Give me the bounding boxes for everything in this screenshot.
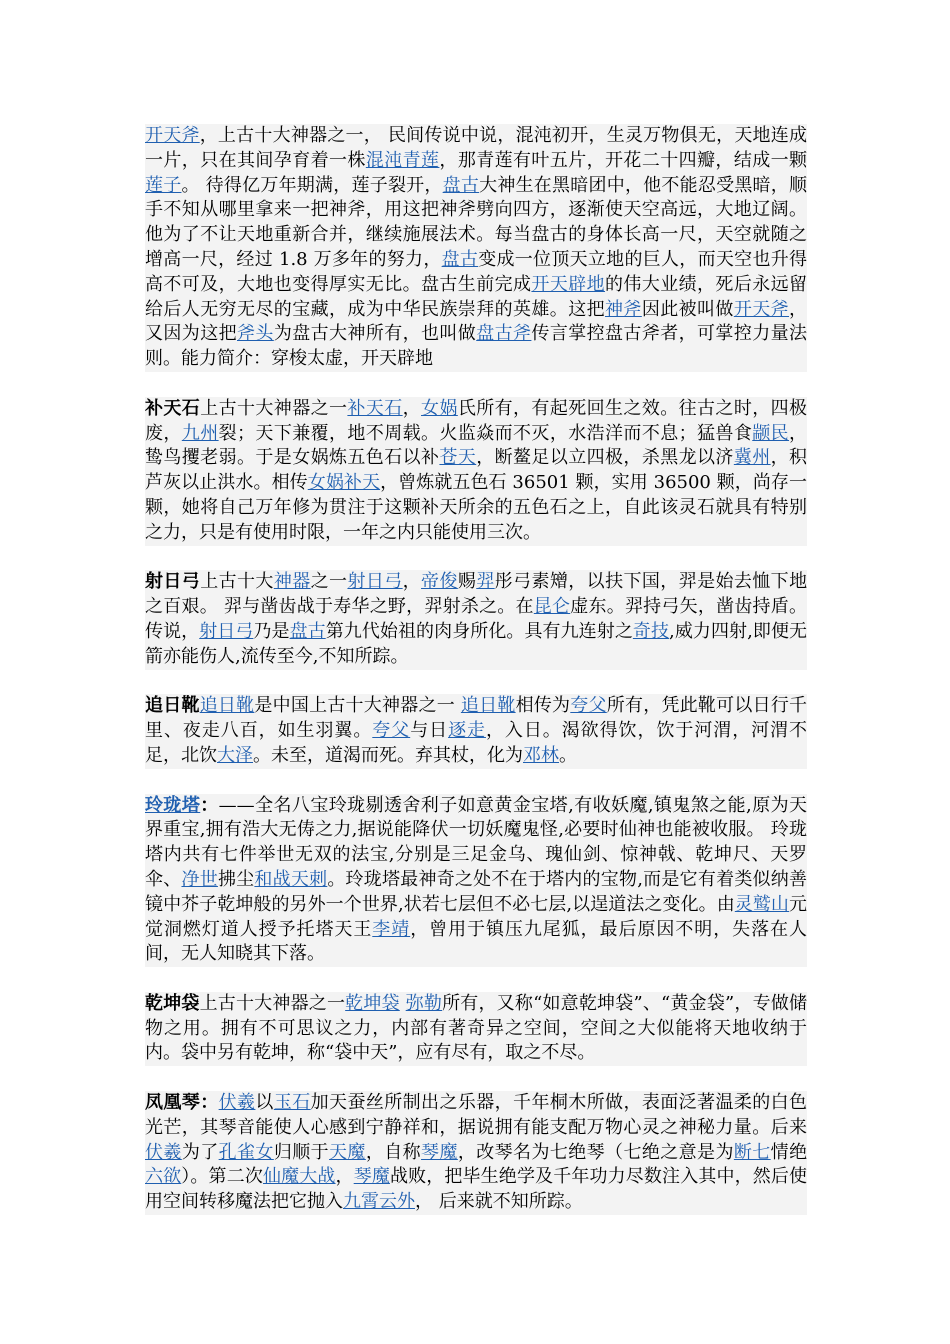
body-text: 归顺于 — [273, 1141, 330, 1163]
hyperlink[interactable]: 夸父 — [372, 720, 411, 742]
hyperlink[interactable]: 补天石 — [347, 397, 403, 419]
body-text: ，积芦灰以止洪水。相传 — [145, 447, 808, 494]
body-text: 第九代始祖的肉身所化。具有九连射之 — [325, 620, 633, 642]
hyperlink[interactable]: 盘古 — [441, 248, 479, 270]
paragraph-fenghuangqin — [145, 1091, 807, 1215]
body-text: ，又因为这把 — [145, 298, 808, 345]
body-text: 情绝 — [770, 1141, 808, 1163]
paragraph-linglongta — [145, 794, 807, 968]
hyperlink[interactable]: 琴魔 — [421, 1141, 458, 1163]
paragraph-butianshi — [145, 397, 807, 546]
body-text: ，改琴名为七绝琴（七绝之意是为 — [457, 1141, 734, 1163]
hyperlink[interactable]: 盘古斧 — [476, 323, 532, 345]
hyperlink[interactable]: 女娲 — [421, 397, 458, 419]
hyperlink[interactable]: 孔雀女 — [218, 1141, 274, 1163]
body-text: 彤弓素矰，以扶下国，羿是始去恤下地之百艰。 羿与凿齿战于寿华之野，羿射杀之。在 — [145, 571, 808, 618]
hyperlink[interactable]: 昆仑 — [533, 596, 571, 618]
body-text: 裂；天下兼覆，地不周载。火监焱而不灭，水浩洋而不息；猛兽食 — [218, 422, 753, 444]
body-text: 为盘古大神所有，也叫做 — [273, 323, 477, 345]
hyperlink[interactable]: 神器 — [273, 571, 311, 593]
hyperlink[interactable]: 奇技 — [632, 620, 670, 642]
hyperlink[interactable]: 射日弓 — [199, 620, 254, 642]
body-text: 上古十大神器之一 — [200, 397, 348, 419]
body-text: 因此被叫做 — [641, 298, 734, 320]
hyperlink[interactable]: 帝俊 — [421, 571, 458, 593]
hyperlink[interactable]: 开天斧 — [733, 298, 790, 320]
body-text: 加天蚕丝所制出之乐器，千年桐木所做，表面泛著温柔的白色光芒，其琴音能使人心感到宁静祥和，据说拥有能支配万物心灵之神秘力量。后来 — [145, 1092, 808, 1138]
body-text: 之一 — [310, 571, 348, 593]
hyperlink[interactable]: 六欲 — [145, 1166, 182, 1188]
body-text: ,威力四射,即便无箭亦能伤人,流传至今,不知所踪。 — [145, 620, 808, 667]
hyperlink[interactable]: 射日弓 — [347, 571, 403, 593]
hyperlink[interactable]: 伏羲 — [145, 1141, 182, 1163]
hyperlink[interactable]: 盘古 — [289, 620, 326, 642]
hyperlink[interactable]: 盘古 — [442, 174, 480, 196]
artifact-heading: ： — [200, 794, 219, 816]
body-text: 是中国上古十大神器之一 — [254, 695, 461, 717]
hyperlink[interactable]: 李靖 — [372, 918, 411, 940]
body-text: ，那青莲有叶五片，开花二十四瓣，结成一颗 — [439, 149, 808, 171]
hyperlink[interactable]: 混沌青莲 — [365, 149, 440, 171]
paragraph-sheerigong — [145, 570, 807, 669]
hyperlink[interactable]: 夸父 — [570, 695, 607, 717]
body-text: ，曾炼就五色石 36501 颗，实用 36500 颗，尚存一颗，她将自己万年修为贯注于这颗补天所余的五色石之上，自此该灵石就具有特别之力，只是有使用时限，一年之内只能使用三次。 — [145, 472, 807, 543]
body-text: ， 后来就不知所踪。 — [415, 1191, 583, 1213]
hyperlink[interactable]: 颛民 — [752, 422, 790, 444]
body-text: 与日 — [410, 720, 449, 742]
hyperlink[interactable]: 断七 — [733, 1141, 771, 1163]
hyperlink[interactable]: 伏羲 — [218, 1092, 256, 1114]
body-text: 上古十大神器之一 — [199, 992, 346, 1014]
body-text: 战败，把毕生绝学及千年功力尽数注入其中，然后使用空间转移魔法把它抛入 — [145, 1166, 808, 1213]
hyperlink[interactable]: 邓林 — [523, 744, 559, 766]
artifact-heading: 补天石 — [145, 397, 201, 419]
body-text: 氏所有，有起死回生之效。往古之时，四极废， — [145, 397, 808, 444]
body-text: ，自称 — [365, 1141, 422, 1163]
artifact-heading: 射日弓 — [145, 571, 201, 593]
body-text: 大神生在黑暗团中，他不能忍受黑暗，顺手不知从哪里拿来一把神斧，用这把神斧劈向四方，逐渐使天空高远，大地辽阔。他为了不让天地重新合并，继续施展法术。每当盘古的身体长高一尺，天空就随之增高一尺，经过 1.8 万多年的努力， — [145, 174, 808, 270]
body-text: ——全名八宝玲珑剔透舍利子如意黄金宝塔,有收妖魔,镇鬼煞之能,原为天界重宝,拥有浩大无俦之力,据说能降伏一切妖魔鬼怪,必要时仙神也能被收服。 玲珑塔内共有七件举世无双的法宝,分别是三足金乌、瑰仙剑、惊神戟、乾坤尺、天罗伞、 — [145, 794, 808, 890]
body-text: ， — [335, 1166, 354, 1188]
hyperlink[interactable]: 天魔 — [329, 1141, 366, 1163]
body-text: 为了 — [181, 1141, 219, 1163]
hyperlink[interactable]: 斧头 — [237, 323, 274, 345]
hyperlink[interactable]: 灵鹫山 — [734, 893, 789, 915]
hyperlink[interactable]: 乾坤袋 — [345, 992, 400, 1014]
hyperlink[interactable]: 开天辟地 — [531, 273, 606, 295]
body-text: ，曾用于镇压九尾狐，最后原因不明，失落在人间，无人知晓其下落。 — [145, 918, 808, 965]
body-text: 所有，又称“如意乾坤袋”、“黄金袋”，专做储物之用。拥有不可思议之力，内部有著奇异之空间，空间之大似能将天地收纳于内。袋中另有乾坤，称“袋中天”，应有尽有，取之不尽。 — [145, 992, 808, 1064]
hyperlink[interactable]: 玉石 — [273, 1092, 311, 1114]
hyperlink[interactable]: 女娲补天 — [307, 472, 381, 494]
body-text: 元觉洞燃灯道人授予托塔天王 — [145, 893, 807, 940]
hyperlink[interactable]: 弥勒 — [405, 992, 443, 1014]
body-text: ，上古十大神器之一， 民间传说中说，混沌初开，生灵万物俱无，天地连成一片，只在其间孕育着一株 — [145, 125, 808, 171]
hyperlink[interactable]: 开天斧 — [145, 125, 200, 146]
hyperlink[interactable]: 九州 — [181, 422, 219, 444]
hyperlink[interactable]: 苍天 — [439, 447, 477, 469]
heading-hyperlink[interactable]: 玲珑塔 — [145, 794, 201, 816]
hyperlink[interactable]: 琴魔 — [353, 1166, 390, 1188]
body-text: 变成一位顶天立地的巨人，而天空也升得高不可及，大地也变得厚实无比。盘古生前完成 — [145, 248, 808, 295]
hyperlink[interactable]: 和战天刺 — [254, 868, 328, 890]
hyperlink[interactable]: 莲子 — [145, 174, 182, 196]
document-body — [145, 124, 807, 1240]
body-text: 虚东。羿持弓矢，凿齿持盾。 传说， — [145, 596, 808, 642]
body-text: 以 — [255, 1092, 274, 1114]
artifact-heading: 乾坤袋 — [145, 992, 200, 1014]
body-text: 。 — [559, 744, 577, 766]
body-text: ，鸷鸟攫老弱。于是女娲炼五色石以补 — [145, 422, 808, 469]
hyperlink[interactable]: 九霄云外 — [343, 1191, 415, 1213]
hyperlink[interactable]: 逐走 — [448, 720, 486, 742]
body-text: ）。第二次 — [181, 1166, 263, 1188]
hyperlink[interactable]: 神斧 — [605, 298, 642, 320]
body-text: ， — [402, 571, 422, 593]
body-text: 的伟大业绩，死后永远留给后人无穷无尽的宝藏，成为中华民族崇拜的英雄。这把 — [145, 273, 808, 320]
body-text: 。 待得亿万年期满，莲子裂开， — [181, 174, 443, 196]
hyperlink[interactable]: 净世 — [181, 868, 218, 890]
body-text: 。未至，道渴而死。弃其杖，化为 — [253, 744, 523, 766]
body-text: 上古十大 — [200, 571, 274, 593]
artifact-heading: 追日靴 — [145, 695, 200, 717]
body-text: ，断鳌足以立四极，杀黑龙以济 — [476, 447, 734, 469]
body-text: 赐 — [457, 571, 477, 593]
body-text: 所有，凭此靴可以日行千里、夜走八百，如生羽翼。 — [145, 695, 808, 742]
hyperlink[interactable]: 仙魔大战 — [262, 1166, 336, 1188]
hyperlink[interactable]: 追日靴 — [199, 695, 255, 717]
body-text: ， — [402, 397, 422, 419]
body-text: 传言掌控盘古斧者，可掌控力量法则。能力简介：穿梭太虚，开天辟地 — [145, 323, 808, 370]
hyperlink[interactable]: 冀州 — [733, 447, 771, 469]
body-text: ，入日。渴欲得饮，饮于河渭，河渭不足，北饮 — [145, 720, 808, 766]
body-text: 相传为 — [515, 695, 571, 717]
paragraph-kaitianfu — [145, 124, 807, 372]
body-text: 乃是 — [253, 620, 290, 642]
body-text: 。玲珑塔最神奇之处不在于塔内的宝物,而是它有着类似纳善镜中芥子乾坤般的另外一个世界,状若七层但不必七层,以逞道法之变化。由 — [145, 868, 808, 915]
body-text: 拂尘 — [217, 868, 255, 890]
artifact-heading: 凤凰琴： — [145, 1092, 219, 1114]
paragraph-zhuirixue — [145, 694, 807, 768]
hyperlink[interactable]: 羿 — [476, 571, 495, 593]
paragraph-qiankundai — [145, 992, 807, 1066]
hyperlink[interactable]: 大泽 — [217, 744, 253, 766]
hyperlink[interactable]: 追日靴 — [460, 695, 516, 717]
